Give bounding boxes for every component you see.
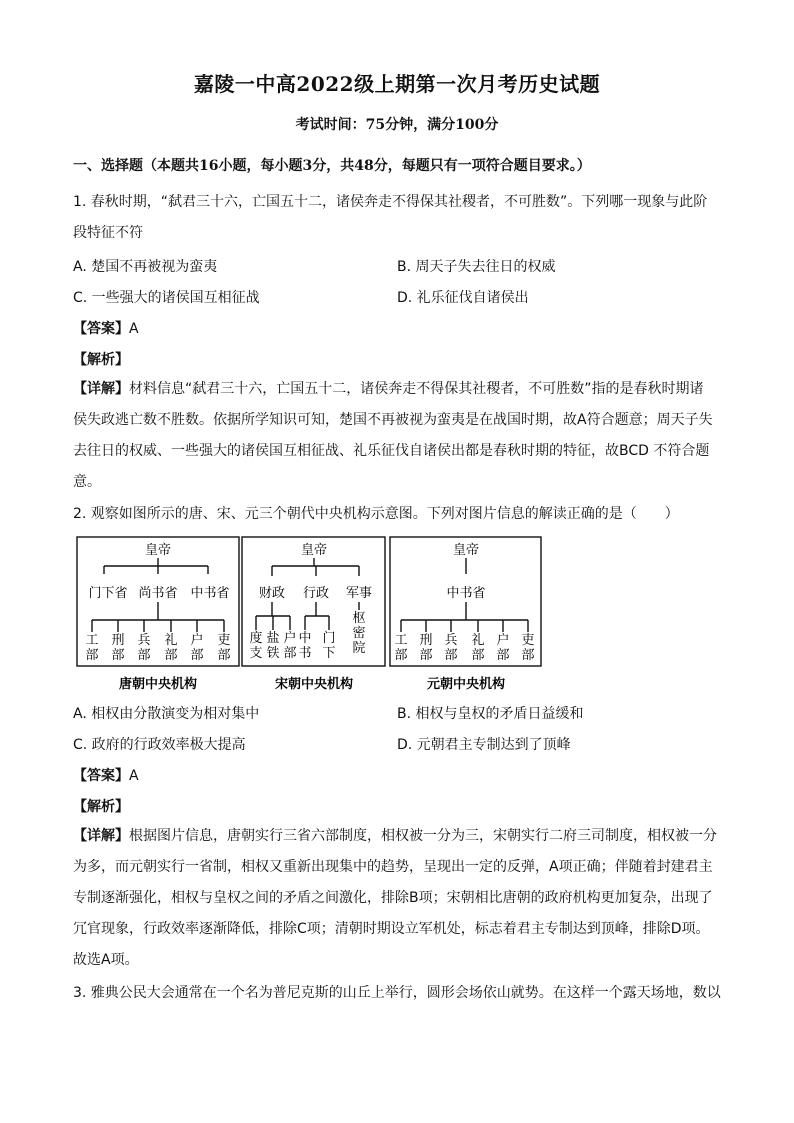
song-emperor: 皇帝	[300, 543, 328, 558]
q1-stem-line1: 1. 春秋时期，“弑君三十六，亡国五十二，诸侯奔走不得保其社稷者，不可胜数”。下列哪一现象与此阶	[73, 194, 708, 210]
q1-answer-value: A	[129, 321, 139, 337]
song-office-2: 盐铁	[266, 631, 280, 661]
q1-option-d: D. 礼乐征伐自诸侯出	[397, 290, 529, 306]
tang-shangshu: 尚书省	[138, 586, 178, 601]
yuan-ministry-2: 刑部	[419, 633, 433, 663]
q1-analysis-tag	[73, 349, 129, 369]
song-office-3: 户部	[283, 631, 297, 661]
tang-menxia: 门下省	[88, 586, 128, 601]
q2-option-c: C. 政府的行政效率极大提高	[73, 737, 246, 753]
q1-option-b: B. 周天子失去往日的权威	[397, 259, 556, 275]
song-office-5: 门下	[322, 631, 336, 661]
tang-ministry-3: 兵部	[137, 633, 151, 663]
section-heading: 一、选择题（本题共16小题，每小题3分，共48分，每题只有一项符合题目要求。）	[73, 158, 591, 174]
q2-option-d: D. 元朝君主专制达到了顶峰	[397, 737, 571, 753]
yuan-ministry-4: 礼部	[471, 633, 485, 663]
song-office-4: 中书	[298, 631, 312, 661]
tang-ministry-2: 刑部	[111, 633, 125, 663]
tang-ministry-1: 工部	[85, 633, 99, 663]
song-caption: 宋朝中央机构	[274, 677, 354, 692]
q2-detail-line4: 冗官现象，行政效率逐渐降低，排除C项；清朝时期设立军机处，标志着君主专制达到顶峰，排除D项。	[73, 921, 710, 937]
q1-stem	[73, 187, 723, 249]
tang-ministry-6: 吏部	[217, 633, 231, 663]
q2-detail	[73, 821, 723, 976]
q3-stem: 3. 雅典公民大会通常在一个名为普尼克斯的山丘上举行，圆形会场依山就势。在这样一个露天场地，数以	[73, 985, 721, 1001]
yuan-ministry-1: 工部	[394, 633, 408, 663]
q2-answer-value: A	[129, 768, 139, 784]
q2-analysis-tag	[73, 796, 129, 816]
q2-detail-tag: 【详解】	[73, 828, 129, 844]
tang-caption: 唐朝中央机构	[118, 677, 198, 692]
yuan-caption: 元朝中央机构	[426, 677, 506, 692]
q2-answer	[73, 765, 139, 785]
song-finance: 财政	[258, 586, 286, 601]
dynasty-structure-diagram	[76, 536, 544, 694]
q2-detail-line1	[73, 821, 723, 852]
q1-answer	[73, 318, 139, 338]
tang-ministry-4: 礼部	[164, 633, 178, 663]
song-military: 军事	[345, 586, 373, 601]
yuan-ministry-6: 吏部	[521, 633, 535, 663]
q1-analysis-label: 【解析】	[73, 352, 129, 368]
yuan-ministry-3: 兵部	[444, 633, 458, 663]
tang-emperor: 皇帝	[144, 543, 172, 558]
q1-detail-line2: 侯失政逃亡数不胜数。依据所学知识可知，楚国不再被视为蛮夷是在战国时期，故A符合题意；周天子失	[73, 412, 713, 428]
q2-detail-line5: 故选A项。	[73, 952, 139, 968]
q2-stem: 2. 观察如图所示的唐、宋、元三个朝代中央机构示意图。下列对图片信息的解读正确的是（ ）	[73, 506, 679, 522]
q2-detail-line2: 为多，而元朝实行一省制，相权又重新出现集中的趋势，呈现出一定的反弹，A项正确；伴随着封建君主	[73, 859, 713, 875]
q1-option-c: C. 一些强大的诸侯国互相征战	[73, 290, 260, 306]
q1-detail-text1: 材料信息“弑君三十六，亡国五十二，诸侯奔走不得保其社稷者，不可胜数”指的是春秋时期诸	[129, 381, 704, 397]
yuan-ministry-5: 户部	[496, 633, 510, 663]
q1-option-a: A. 楚国不再被视为蛮夷	[73, 259, 218, 275]
song-office-6: 枢密院	[352, 611, 366, 656]
q1-detail-tag: 【详解】	[73, 381, 129, 397]
q2-option-b: B. 相权与皇权的矛盾日益缓和	[397, 706, 584, 722]
q1-detail-line3: 去往日的权威、一些强大的诸侯国互相征战、礼乐征伐自诸侯出都是春秋时期的特征，故BCD 不符合题	[73, 443, 710, 459]
yuan-emperor: 皇帝	[452, 543, 480, 558]
yuan-zhongshu: 中书省	[446, 586, 486, 601]
diagram-svg	[76, 536, 544, 694]
q1-detail-line1	[73, 374, 723, 405]
q2-option-a: A. 相权由分散演变为相对集中	[73, 706, 260, 722]
q2-analysis-label: 【解析】	[73, 799, 129, 815]
q2-answer-tag: 【答案】	[73, 768, 129, 784]
exam-title: 嘉陵一中高2022级上期第一次月考历史试题	[193, 72, 601, 96]
exam-subtitle: 考试时间：75分钟，满分100分	[295, 117, 499, 133]
q1-detail	[73, 374, 723, 498]
tang-zhongshu: 中书省	[190, 586, 230, 601]
q1-answer-tag: 【答案】	[73, 321, 129, 337]
q2-detail-line3: 专制逐渐强化，相权与皇权之间的矛盾之间激化，排除B项；宋朝相比唐朝的政府机构更加复杂，出现了	[73, 890, 713, 906]
q1-detail-line4: 意。	[73, 474, 101, 490]
song-office-1: 度支	[249, 631, 263, 661]
q1-stem-line2: 段特征不符	[73, 225, 143, 241]
song-admin: 行政	[302, 586, 330, 601]
q2-detail-text1: 根据图片信息，唐朝实行三省六部制度，相权被一分为三，宋朝实行二府三司制度，相权被一分	[129, 828, 717, 844]
tang-ministry-5: 户部	[190, 633, 204, 663]
